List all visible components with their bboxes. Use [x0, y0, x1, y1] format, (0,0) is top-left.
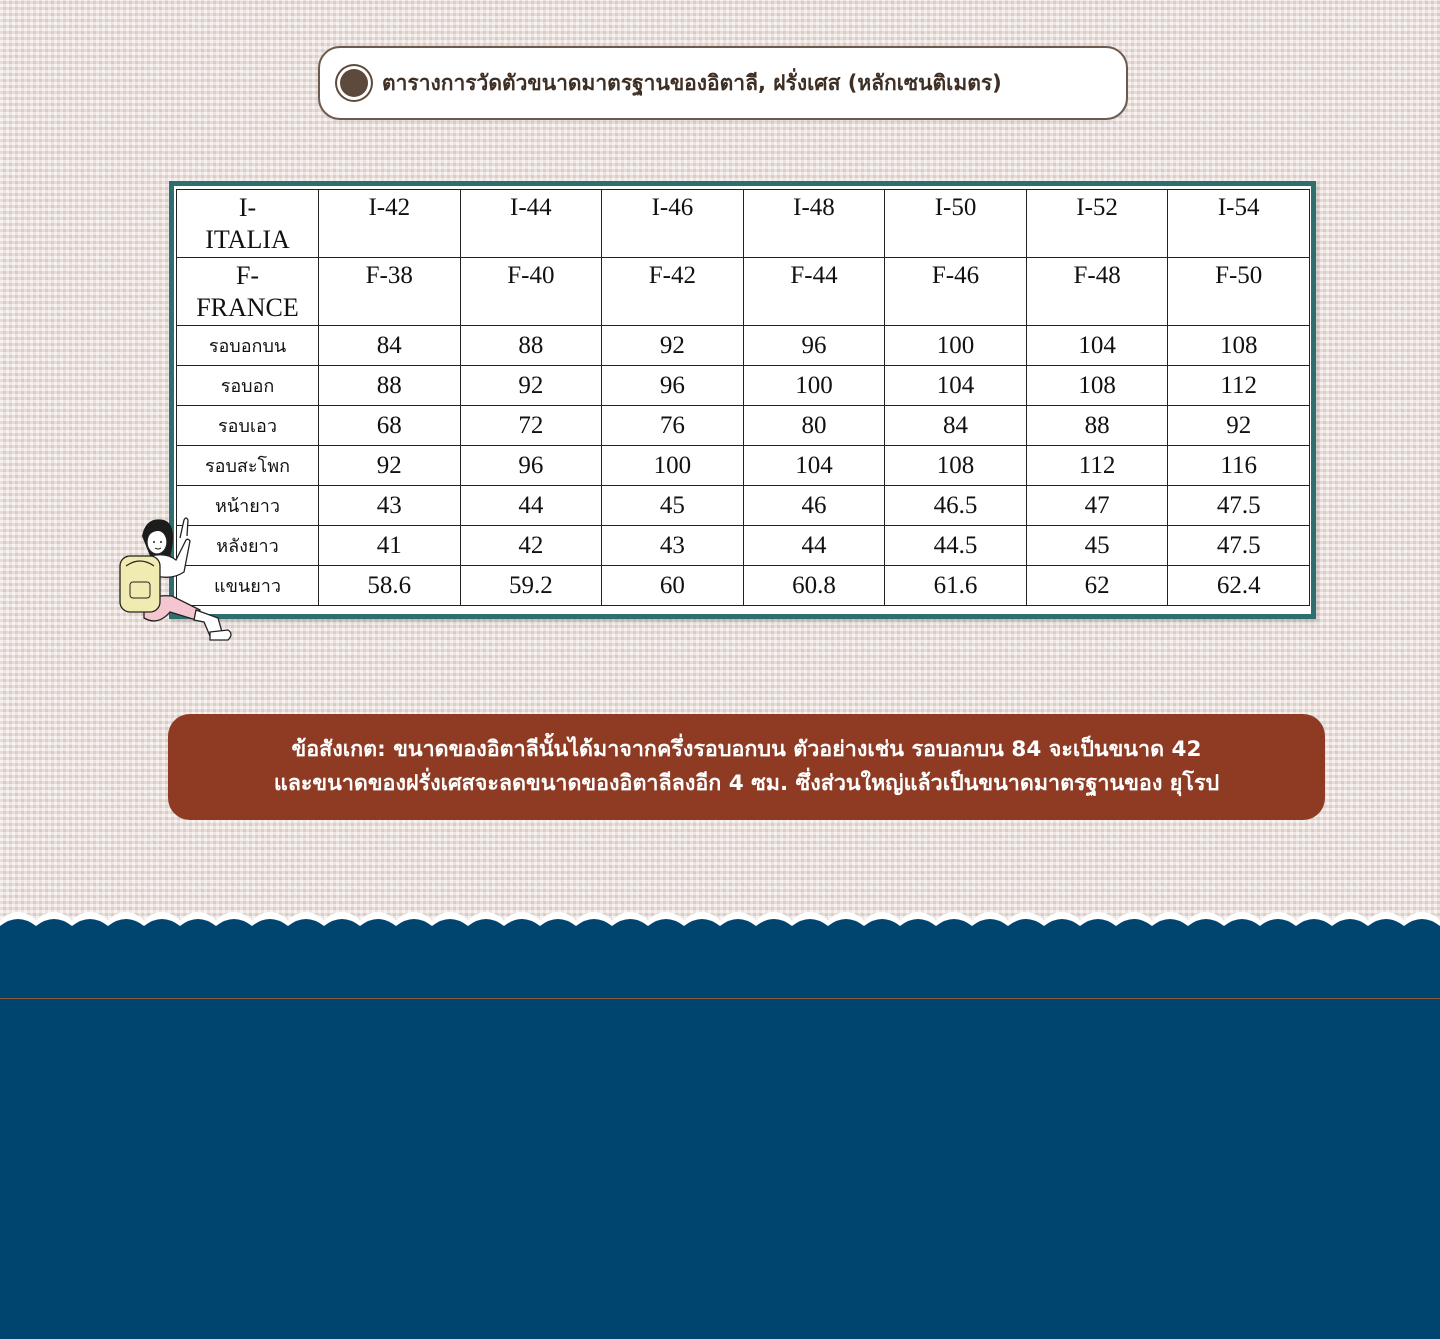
table-cell: 80: [743, 406, 885, 446]
circle-bullet-icon: [340, 69, 368, 97]
row-label: หน้ายาว: [177, 486, 319, 526]
table-cell: 43: [319, 486, 461, 526]
header-row-italia: [177, 190, 1310, 258]
girl-with-backpack-illustration: [110, 514, 240, 649]
table-row: [177, 486, 1310, 526]
table-row: [177, 566, 1310, 606]
table-cell: 60.8: [743, 566, 885, 606]
title-banner: [318, 46, 1128, 120]
row-label: หลังยาว: [177, 526, 319, 566]
table-cell: 62.4: [1168, 566, 1310, 606]
table-cell: 76: [602, 406, 744, 446]
table-cell: 108: [1168, 326, 1310, 366]
row-label: รอบเอว: [177, 406, 319, 446]
table-cell: 100: [743, 366, 885, 406]
size-cell: F-42: [602, 258, 744, 326]
note-line-1: ข้อสังเกต: ขนาดของอิตาลีนั้นได้มาจากครึ่งรอบอกบน ตัวอย่างเช่น รอบอกบน 84 จะเป็นขนาด 42: [291, 737, 1202, 762]
size-cell: I-42: [319, 190, 461, 258]
table-cell: 45: [602, 486, 744, 526]
bottom-panel: [0, 928, 1440, 1339]
table-cell: 84: [885, 406, 1027, 446]
table-cell: 108: [885, 446, 1027, 486]
note-box: [168, 714, 1325, 820]
table-cell: 92: [460, 366, 602, 406]
row-label: รอบสะโพก: [177, 446, 319, 486]
table-cell: 47: [1026, 486, 1168, 526]
row-label-france: [177, 258, 319, 326]
row-label: รอบอก: [177, 366, 319, 406]
table-cell: 44: [743, 526, 885, 566]
table-cell: 112: [1168, 366, 1310, 406]
table-cell: 104: [885, 366, 1027, 406]
table-cell: 44: [460, 486, 602, 526]
table-cell: 96: [460, 446, 602, 486]
table-cell: 46.5: [885, 486, 1027, 526]
table-cell: 100: [885, 326, 1027, 366]
table-cell: 108: [1026, 366, 1168, 406]
table-cell: 112: [1026, 446, 1168, 486]
table-cell: 47.5: [1168, 486, 1310, 526]
size-cell: I-52: [1026, 190, 1168, 258]
table-cell: 84: [319, 326, 461, 366]
table-row: [177, 406, 1310, 446]
table-cell: 92: [319, 446, 461, 486]
table-cell: 47.5: [1168, 526, 1310, 566]
table-row: [177, 526, 1310, 566]
table-cell: 116: [1168, 446, 1310, 486]
row-label: แขนยาว: [177, 566, 319, 606]
table-cell: 104: [1026, 326, 1168, 366]
label-line1: F-: [235, 261, 260, 290]
table-cell: 96: [602, 366, 744, 406]
label-line2: FRANCE: [196, 293, 299, 322]
table-cell: 62: [1026, 566, 1168, 606]
table-cell: 88: [1026, 406, 1168, 446]
table-cell: 88: [460, 326, 602, 366]
table-row: [177, 446, 1310, 486]
table-cell: 68: [319, 406, 461, 446]
table-cell: 88: [319, 366, 461, 406]
table-cell: 96: [743, 326, 885, 366]
size-cell: F-38: [319, 258, 461, 326]
label-line2: ITALIA: [205, 225, 290, 254]
table-cell: 72: [460, 406, 602, 446]
row-label: รอบอกบน: [177, 326, 319, 366]
size-cell: I-48: [743, 190, 885, 258]
divider-line: [0, 998, 1440, 999]
size-cell: F-44: [743, 258, 885, 326]
size-cell: I-50: [885, 190, 1027, 258]
header-row-france: [177, 258, 1310, 326]
table-cell: 61.6: [885, 566, 1027, 606]
size-cell: I-46: [602, 190, 744, 258]
table-cell: 46: [743, 486, 885, 526]
row-label-italia: [177, 190, 319, 258]
table-cell: 92: [1168, 406, 1310, 446]
size-cell: I-54: [1168, 190, 1310, 258]
table-cell: 60: [602, 566, 744, 606]
table-cell: 44.5: [885, 526, 1027, 566]
size-table-frame: [169, 181, 1316, 619]
table-cell: 42: [460, 526, 602, 566]
size-cell: F-48: [1026, 258, 1168, 326]
table-cell: 45: [1026, 526, 1168, 566]
table-row: [177, 366, 1310, 406]
size-cell: F-46: [885, 258, 1027, 326]
table-cell: 92: [602, 326, 744, 366]
table-cell: 43: [602, 526, 744, 566]
table-cell: 59.2: [460, 566, 602, 606]
note-line-2: และขนาดของฝรั่งเศสจะลดขนาดของอิตาลีลงอีก 4 ซม. ซึ่งส่วนใหญ่แล้วเป็นขนาดมาตรฐานของ ยุโรป: [273, 771, 1220, 796]
table-row: [177, 326, 1310, 366]
table-cell: 41: [319, 526, 461, 566]
size-cell: F-50: [1168, 258, 1310, 326]
page-title: ตารางการวัดตัวขนาดมาตรฐานของอิตาลี, ฝรั่งเศส (หลักเซนติเมตร): [382, 70, 1002, 95]
size-cell: F-40: [460, 258, 602, 326]
size-table-body: [177, 190, 1310, 606]
size-cell: I-44: [460, 190, 602, 258]
table-cell: 58.6: [319, 566, 461, 606]
table-cell: 100: [602, 446, 744, 486]
table-cell: 104: [743, 446, 885, 486]
size-table: [176, 189, 1310, 606]
label-line1: I-: [238, 193, 257, 222]
